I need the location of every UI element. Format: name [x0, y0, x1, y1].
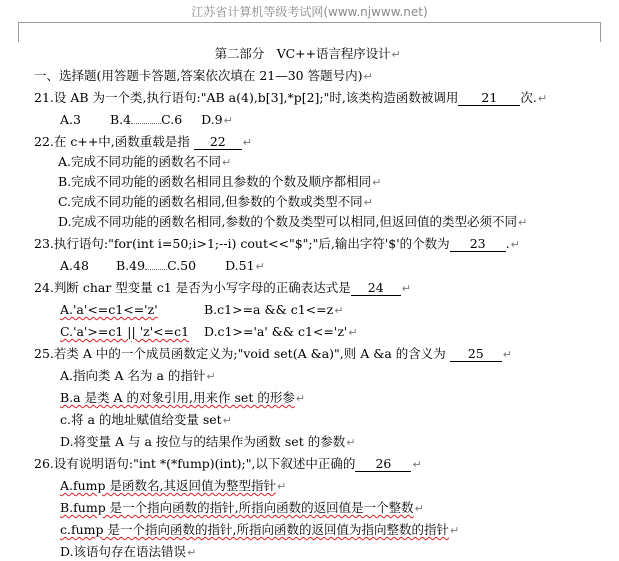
answer-blank-26: 26	[355, 457, 411, 472]
paragraph-mark-icon: ↵	[518, 216, 528, 229]
option-24-b: B.c1>=a && c1<=z	[204, 302, 334, 317]
option-26-d: D.该语句存在语法错误	[60, 544, 187, 559]
dotted-leader	[145, 259, 167, 270]
option-23-a: A.48	[60, 258, 89, 273]
option-22-b: B.完成不同功能的函数名相同且参数的个数及顺序都相同	[58, 174, 372, 189]
question-21	[34, 90, 547, 106]
question-25	[34, 346, 512, 362]
corner-mark-right	[600, 22, 601, 42]
option-21-c: C.6	[161, 112, 183, 127]
paragraph-mark-icon: ↵	[372, 176, 382, 189]
question-23-options	[60, 258, 265, 274]
option-25-a: A.指向类 A 名为 a 的指针	[60, 368, 206, 383]
option-26-c: c.fump 是一个指向函数的指针,所指向函数的返回值为指向整数的指针	[60, 522, 449, 537]
paragraph-mark-icon: ↵	[412, 458, 422, 471]
answer-blank-22: 22	[194, 135, 242, 150]
paragraph-mark-icon: ↵	[334, 304, 344, 317]
dotted-leader	[131, 113, 161, 124]
option-22-a: A.完成不同功能的函数名不同	[58, 154, 222, 169]
option-23-c: C.50	[167, 258, 197, 273]
option-25-d-line	[60, 434, 355, 450]
option-22-c-line	[58, 194, 373, 210]
question-24-options-row1	[60, 302, 343, 318]
question-23	[34, 236, 520, 252]
paragraph-mark-icon: ↵	[242, 136, 252, 149]
option-26-b-line	[60, 500, 424, 516]
option-22-c: C.完成不同功能的函数名相同,但参数的个数或类型不同	[58, 194, 363, 209]
paragraph-mark-icon: ↵	[223, 114, 233, 127]
paragraph-mark-icon: ↵	[276, 480, 287, 493]
option-22-a-line	[58, 154, 231, 170]
paragraph-mark-icon: ↵	[222, 414, 232, 427]
header-rule	[18, 22, 601, 23]
answer-blank-21: 21	[458, 91, 520, 106]
page-title: 第二部分 VC++语言程序设计	[214, 46, 391, 61]
question-24-options-row2	[60, 324, 358, 340]
question-25-stem: 25.若类 A 中的一个成员函数定义为;"void set(A &a)",则 A &a 的含义为	[34, 346, 446, 361]
option-25-b-line	[60, 390, 305, 406]
answer-blank-25: 25	[450, 347, 502, 362]
option-25-a-line	[60, 368, 216, 384]
paragraph-mark-icon: ↵	[510, 238, 520, 251]
paragraph-mark-icon: ↵	[206, 370, 216, 383]
section-heading: 一、选择题(用答题卡答题,答案依次填在 21—30 答题号内)	[34, 68, 363, 83]
answer-blank-24: 24	[351, 281, 401, 296]
page-header: 江苏省计算机等级考试网(www.njwww.net)	[191, 5, 428, 19]
question-22-stem: 22.在 c++中,函数重载是指	[34, 134, 190, 149]
title-line	[0, 46, 615, 62]
paragraph-mark-icon: ↵	[222, 156, 232, 169]
question-23-tail: .	[505, 236, 510, 251]
option-22-d: D.完成不同功能的函数名相同,参数的个数及类型可以相同,但返回值的类型必须不同	[58, 214, 517, 229]
question-22	[34, 134, 252, 150]
question-26-stem: 26.设有说明语句:"int *(*fump)(int);",以下叙述中正确的	[34, 456, 356, 471]
paragraph-mark-icon: ↵	[449, 524, 460, 537]
option-26-a-line	[60, 478, 286, 494]
question-26	[34, 456, 422, 472]
paragraph-mark-icon: ↵	[537, 92, 548, 105]
paragraph-mark-icon: ↵	[363, 196, 373, 209]
question-21-tail: 次.	[520, 90, 537, 105]
question-21-options	[60, 112, 233, 128]
option-25-d: D.将变量 A 与 a 按位与的结果作为函数 set 的参数	[60, 434, 346, 449]
option-21-d: D.9	[201, 112, 223, 127]
corner-mark-left	[18, 22, 19, 42]
option-21-b: B.4	[110, 112, 132, 127]
paragraph-mark-icon: ↵	[414, 502, 424, 515]
paragraph-mark-icon: ↵	[295, 392, 306, 405]
option-26-a: A.fump 是函数名,其返回值为整型指针	[60, 478, 276, 493]
option-26-d-line	[60, 544, 196, 560]
paragraph-mark-icon: ↵	[255, 260, 265, 273]
section-heading-line	[34, 68, 373, 84]
paragraph-mark-icon: ↵	[348, 326, 358, 339]
question-23-stem: 23.执行语句:"for(int i=50;i>1;--i) cout<<"$";"后,输出字符'$'的个数为	[34, 236, 450, 251]
option-21-a: A.3	[60, 112, 81, 127]
option-26-c-line	[60, 522, 459, 538]
paragraph-mark-icon: ↵	[502, 348, 512, 361]
paragraph-mark-icon: ↵	[346, 436, 356, 449]
option-22-b-line	[58, 174, 381, 190]
paragraph-mark-icon: ↵	[363, 70, 373, 83]
answer-blank-23: 23	[450, 237, 506, 252]
question-24	[34, 280, 411, 296]
option-25-c: c.将 a 的地址赋值给变量 set	[60, 412, 222, 427]
paragraph-mark-icon: ↵	[391, 48, 401, 61]
option-22-d-line	[58, 214, 527, 230]
paragraph-mark-icon: ↵	[401, 282, 411, 295]
option-24-d: D.c1>='a' && c1<='z'	[204, 324, 348, 339]
question-21-stem: 21.设 AB 为一个类,执行语句:"AB a(4),b[3],*p[2];"时,该类构造函数被调用	[34, 90, 459, 105]
option-23-b: B.49	[116, 258, 146, 273]
option-24-c: C.'a'>=c1 || 'z'<=c1	[60, 324, 190, 339]
question-24-stem: 24.判断 char 型变量 c1 是否为小写字母的正确表达式是	[34, 280, 351, 295]
paragraph-mark-icon: ↵	[187, 546, 197, 559]
option-26-b: B.fump 是一个指向函数的指针,所指向函数的返回值是一个整数	[60, 500, 414, 515]
option-24-a: A.'a'<=c1<='z'	[60, 302, 158, 317]
option-25-c-line	[60, 412, 232, 428]
option-25-b: B.a 是类 A 的对象引用,用来作 set 的形参	[60, 390, 295, 405]
option-23-d: D.51	[225, 258, 255, 273]
